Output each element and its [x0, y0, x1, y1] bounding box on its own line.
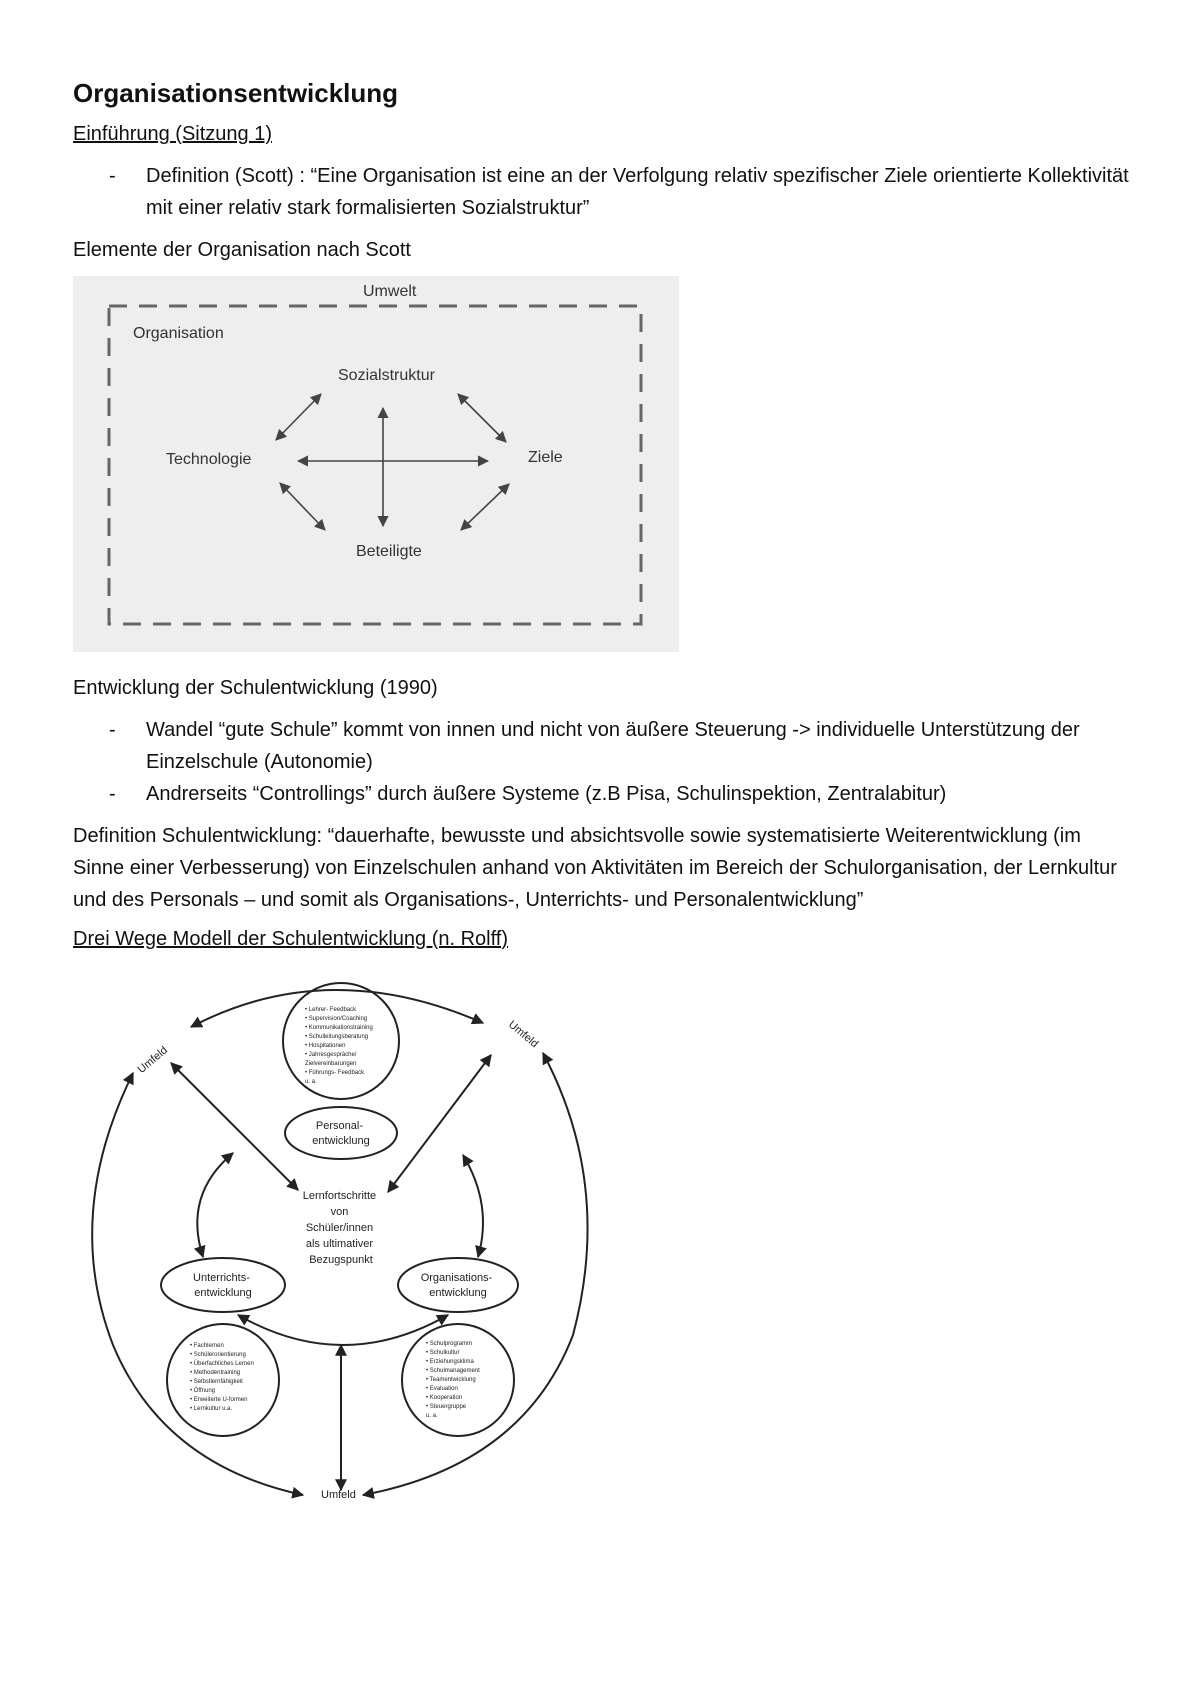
scott-diagram — [73, 276, 679, 652]
list-item — [73, 778, 1133, 810]
organisation-label: Organisations- entwicklung — [420, 1272, 493, 1299]
arrow-umfeld-center-right — [388, 1055, 491, 1192]
arrow-umfeld-center-left — [171, 1063, 298, 1190]
organisation-label: Organisation — [133, 325, 224, 342]
rolff-diagram-svg — [73, 965, 613, 1525]
document-page — [73, 70, 1133, 1525]
development-heading: Entwicklung der Schulentwicklung (1990) — [73, 677, 438, 699]
left-list: • Fachlernen • Schülerorientierung • Überfachliches Lernen • Methodentraining • Selbstlernfähigkeit • Öffnung • Erweiterte U-formen • Lernkultur u.a. — [190, 1343, 254, 1412]
list-item — [73, 714, 1133, 778]
scott-diagram-svg — [73, 276, 679, 652]
top-list-circle — [283, 983, 399, 1099]
dash-marker: - — [109, 783, 116, 805]
definition-paragraph: Definition Schulentwicklung: “dauerhafte, bewusste und absichtsvolle sowie systematisierte Weiterentwicklung (im Sinne einer Verbesserung) von Einzelschulen anhand von Aktivitäten im Bereich der Schulorganisation, der Lernkultur und des Personals – und somit als Organisations-, Unterrichts- und Personalentwicklung” — [73, 825, 1117, 911]
umfeld-label-bottom: Umfeld — [321, 1489, 356, 1501]
unterricht-ellipse — [161, 1258, 285, 1312]
section-heading-einfuehrung: Einführung (Sitzung 1) — [73, 123, 273, 145]
arrow-technologie-sozialstruktur — [276, 394, 321, 440]
top-list: • Lehrer- Feedback • Supervision/Coaching • Kommunikationstraining • Schulleitungsberatung • Hospitationen • Jahresgespräche/ Zielvereinbarungen • Führungs- Feedback u. a. — [305, 1007, 373, 1085]
section-heading-drei-wege: Drei Wege Modell der Schulentwicklung (n. Rolff) — [73, 928, 509, 950]
dash-marker: - — [109, 719, 116, 741]
arrow-technologie-beteiligte — [280, 483, 325, 530]
arrow-sozialstruktur-ziele — [458, 394, 506, 442]
umfeld-label-right: Umfeld — [505, 1018, 541, 1051]
technologie-label: Technologie — [166, 451, 252, 468]
development-list — [73, 714, 1133, 810]
beteiligte-label: Beteiligte — [356, 543, 422, 560]
arrow-unterricht-organisation — [238, 1315, 448, 1345]
list-item-text: Definition (Scott) : “Eine Organisation ist eine an der Verfolgung relativ spezifischer Ziele orientierte Kollektivität mit einer relativ stark formalisierten Sozialstruktur” — [146, 165, 1129, 219]
center-label: Lernfortschritte von Schüler/innen als ultimativer Bezugspunkt — [302, 1190, 377, 1266]
arrow-beteiligte-ziele — [461, 484, 509, 530]
elements-heading: Elemente der Organisation nach Scott — [73, 239, 411, 261]
arrow-personal-unterricht — [197, 1153, 233, 1257]
rolff-diagram — [73, 965, 613, 1525]
list-item — [73, 160, 1133, 224]
right-list: • Schulprogramm • Schulkultur • Erziehungsklima • Schulmanagement • Teamentwicklung • Evaluation • Kooperation • Steuergruppe u. a. — [426, 1341, 480, 1419]
organisation-ellipse — [398, 1258, 518, 1312]
list-item-text: Andrerseits “Controllings” durch äußere Systeme (z.B Pisa, Schulinspektion, Zentralabitur) — [146, 783, 947, 805]
document-title: Organisationsentwicklung — [73, 78, 399, 108]
arrow-personal-organisation — [463, 1155, 483, 1257]
personal-label: Personal- entwicklung — [312, 1120, 370, 1147]
list-item-text: Wandel “gute Schule” kommt von innen und nicht von äußere Steuerung -> individuelle Unterstützung der Einzelschule (Autonomie) — [146, 719, 1080, 773]
umfeld-label-left: Umfeld — [135, 1044, 171, 1076]
definition-list — [73, 160, 1133, 224]
ziele-label: Ziele — [528, 449, 563, 466]
unterricht-label: Unterrichts- entwicklung — [193, 1272, 252, 1299]
personal-ellipse — [285, 1107, 397, 1159]
umwelt-label: Umwelt — [363, 283, 417, 300]
outer-arc-left — [92, 1073, 303, 1495]
dash-marker: - — [109, 165, 116, 187]
sozialstruktur-label: Sozialstruktur — [338, 367, 435, 384]
